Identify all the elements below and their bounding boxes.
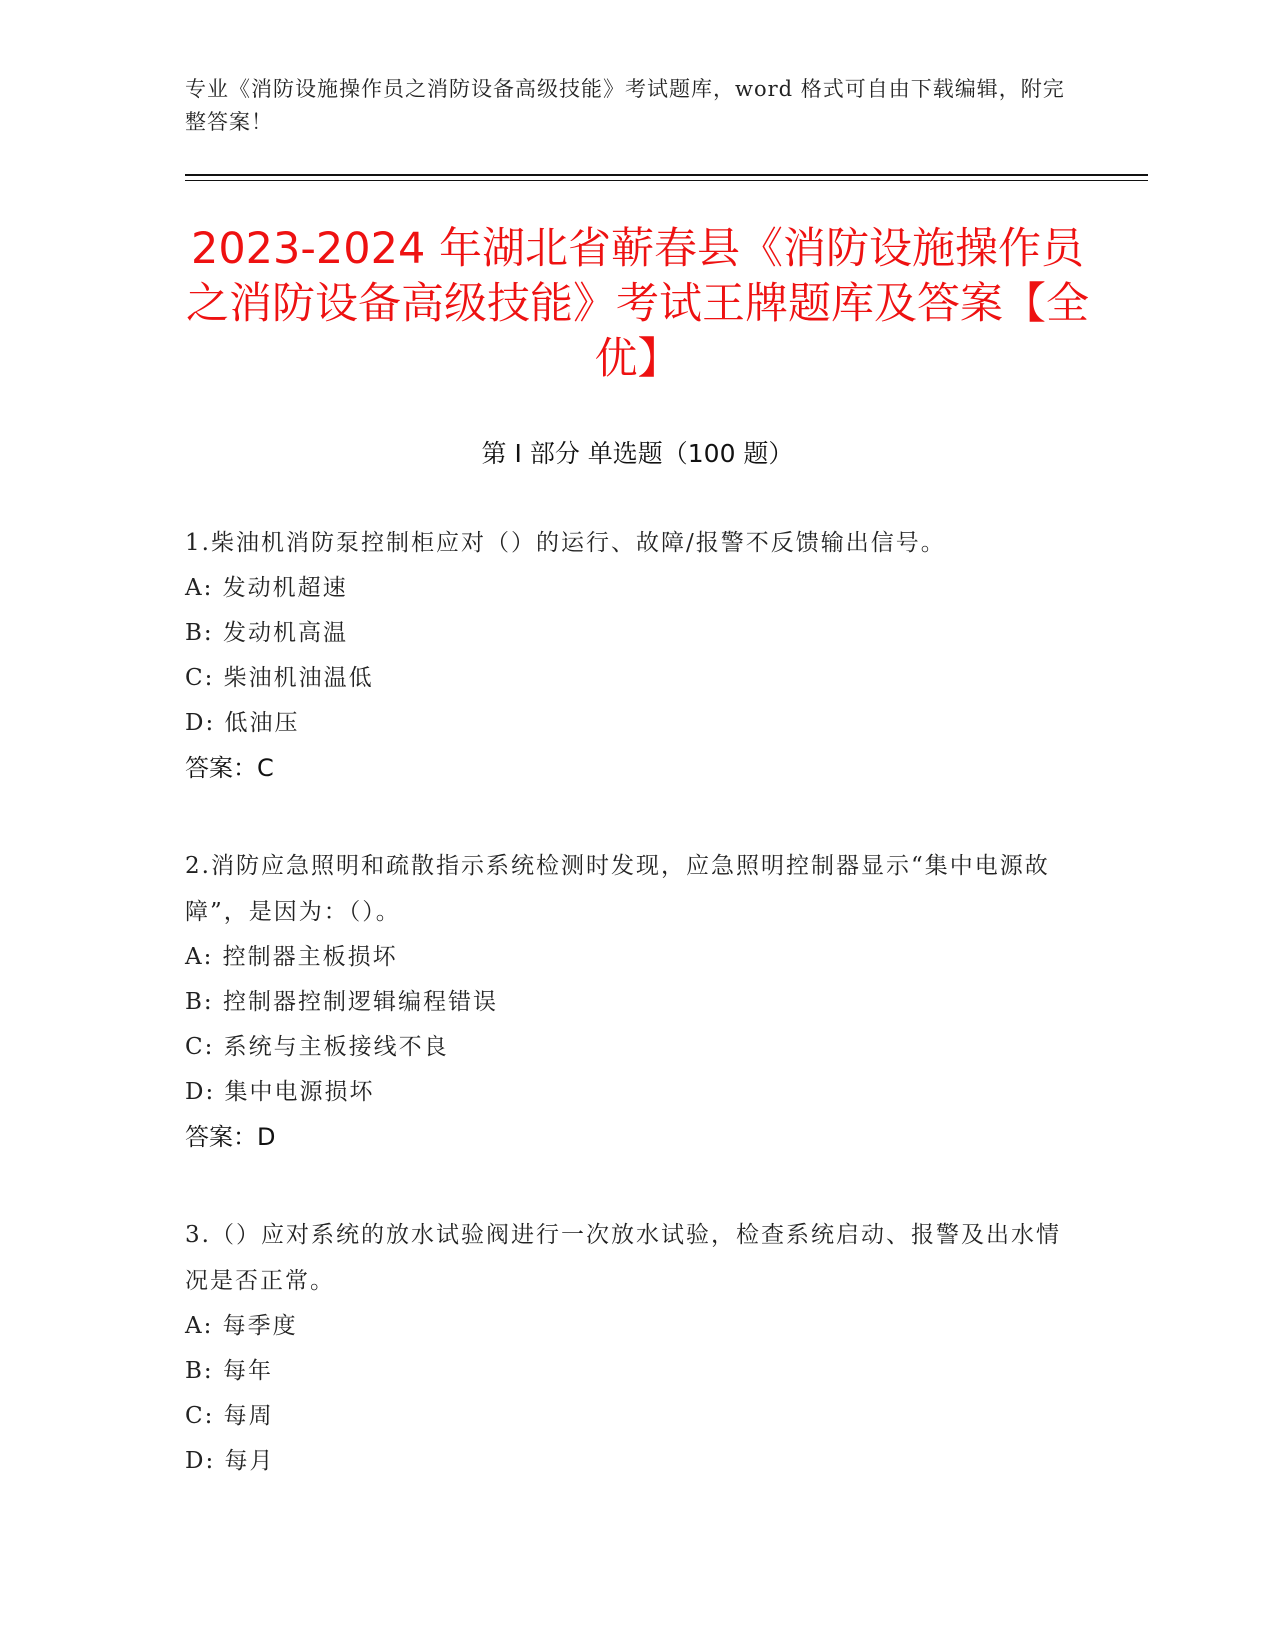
document-title: 2023-2024 年湖北省蕲春县《消防设施操作员之消防设备高级技能》考试王牌题库及答案【全优】 bbox=[186, 224, 1089, 384]
option-a: A: 控制器主板损坏 bbox=[185, 944, 398, 970]
question-3 bbox=[185, 1212, 1065, 1484]
header-note: 专业《消防设施操作员之消防设备高级技能》考试题库，word 格式可自由下载编辑，附完整答案！ bbox=[185, 77, 1065, 134]
option-d: D: 低油压 bbox=[185, 710, 300, 736]
option-b: B: 每年 bbox=[185, 1358, 273, 1384]
header-rule-thick bbox=[185, 174, 1148, 176]
question-list bbox=[185, 520, 1065, 1536]
option-c: C: 系统与主板接线不良 bbox=[185, 1034, 449, 1060]
option-b: B: 发动机高温 bbox=[185, 620, 348, 646]
question-stem: 2.消防应急照明和疏散指示系统检测时发现，应急照明控制器显示“集中电源故障”，是因为：（）。 bbox=[185, 853, 1050, 925]
option-d: D: 集中电源损坏 bbox=[185, 1079, 375, 1105]
header-rule-thin bbox=[185, 180, 1148, 181]
question-stem: 1.柴油机消防泵控制柜应对（）的运行、故障/报警不反馈输出信号。 bbox=[185, 530, 946, 556]
option-a: A: 每季度 bbox=[185, 1313, 298, 1339]
question-1 bbox=[185, 520, 1065, 791]
option-b: B: 控制器控制逻辑编程错误 bbox=[185, 989, 498, 1015]
answer: 答案：C bbox=[185, 754, 274, 782]
option-c: C: 每周 bbox=[185, 1403, 274, 1429]
option-a: A: 发动机超速 bbox=[185, 575, 348, 601]
answer: 答案：D bbox=[185, 1123, 276, 1151]
option-c: C: 柴油机油温低 bbox=[185, 665, 374, 691]
question-2 bbox=[185, 843, 1065, 1160]
option-d: D: 每月 bbox=[185, 1448, 275, 1474]
section-heading: 第 I 部分 单选题（100 题） bbox=[481, 439, 794, 468]
question-stem: 3.（）应对系统的放水试验阀进行一次放水试验，检查系统启动、报警及出水情况是否正常。 bbox=[185, 1222, 1061, 1294]
